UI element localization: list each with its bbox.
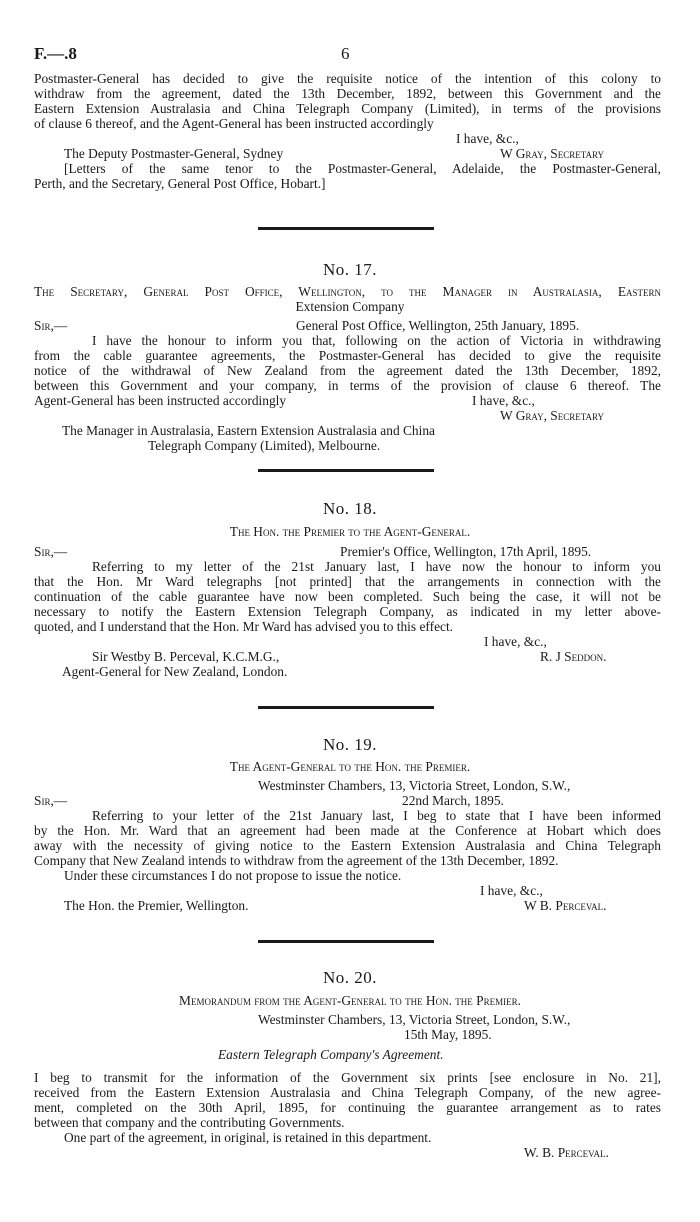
addressee: The Manager in Australasia, Eastern Extension Australasia and China — [62, 423, 435, 438]
document-number: No. 17. — [322, 260, 378, 279]
signature: W B. Perceval. — [524, 898, 607, 913]
signature: W Gray, Secretary — [500, 146, 605, 161]
document-number: No. 20. — [322, 968, 378, 987]
closing: I have, &c., — [484, 634, 547, 649]
body-line: Under these circumstances I do not propose to issue the notice. — [64, 868, 402, 883]
document-heading: Memorandum from the Agent-General to the Hon. the Premier. — [179, 993, 521, 1008]
section-divider — [258, 469, 434, 472]
dateline: 15th May, 1895. — [404, 1027, 492, 1042]
body-line: Eastern Extension Australasia and China Telegraph Company (Limited), in terms of the provisions — [34, 101, 661, 116]
addressee: Telegraph Company (Limited), Melbourne. — [148, 438, 381, 453]
salutation: Sir,— — [34, 318, 68, 333]
closing: I have, &c., — [456, 131, 519, 146]
body-line: Postmaster-General has decided to give the requisite notice of the intention of this colony to — [34, 71, 661, 86]
body-line: continuation of the cable guarantee have now been completed. Such being the case, it will not be — [34, 589, 661, 604]
body-line: necessary to notify the Eastern Extension Telegraph Company, as indicated in my letter above- — [34, 604, 661, 619]
body-line: that the Hon. Mr Ward telegraphs [not printed] that the arrangements in connection with the — [34, 574, 661, 589]
address: Westminster Chambers, 13, Victoria Street, London, S.W., — [258, 778, 571, 793]
document-number: No. 19. — [322, 735, 378, 754]
closing: I have, &c., — [472, 393, 535, 408]
document-heading: The Hon. the Premier to the Agent-General. — [229, 524, 471, 539]
body-line: Referring to my letter of the 21st January last, I have now the honour to inform you — [92, 559, 661, 574]
body-line: of clause 6 thereof, and the Agent-General has been instructed accordingly — [34, 116, 434, 131]
body-line: between this Government and your company, in terms of the provision of clause 6 thereof. The — [34, 378, 661, 393]
body-line: received from the Eastern Extension Australasia and China Telegraph Company, of the new agree- — [34, 1085, 661, 1100]
body-line: Company that New Zealand intends to withdraw from the agreement of the 13th December, 1892. — [34, 853, 559, 868]
editorial-note: Perth, and the Secretary, General Post Office, Hobart.] — [34, 176, 326, 191]
signature: R. J Seddon. — [540, 649, 607, 664]
body-line: from the cable guarantee agreements, the Postmaster-General has decided to give the requisite — [34, 348, 661, 363]
salutation: Sir,— — [34, 544, 68, 559]
addressee: The Hon. the Premier, Wellington. — [64, 898, 249, 913]
document-heading: The Secretary, General Post Office, Wellington, to the Manager in Australasia, Eastern — [34, 284, 661, 299]
section-divider — [258, 227, 434, 230]
dateline: Premier's Office, Wellington, 17th April, 1895. — [340, 544, 592, 559]
body-line: One part of the agreement, in original, is retained in this department. — [64, 1130, 432, 1145]
signature: W. B. Perceval. — [524, 1145, 609, 1160]
body-line: notice of the withdrawal of New Zealand from the agreement dated the 13th December, 1892, — [34, 363, 661, 378]
body-line: I beg to transmit for the information of the Government six prints [see enclosure in No. 21], — [34, 1070, 661, 1085]
addressee: Agent-General for New Zealand, London. — [62, 664, 288, 679]
address: Westminster Chambers, 13, Victoria Street, London, S.W., — [258, 1012, 571, 1027]
page-number: 6 — [341, 44, 350, 63]
closing: I have, &c., — [480, 883, 543, 898]
body-line: Referring to your letter of the 21st January last, I beg to state that I have been informed — [92, 808, 661, 823]
editorial-note: [Letters of the same tenor to the Postmaster-General, Adelaide, the Postmaster-General, — [64, 161, 661, 176]
document-heading: Extension Company — [295, 299, 405, 314]
dateline: General Post Office, Wellington, 25th January, 1895. — [296, 318, 580, 333]
dateline: 22nd March, 1895. — [402, 793, 504, 808]
salutation: Sir,— — [34, 793, 68, 808]
body-line: I have the honour to inform you that, following on the action of Victoria in withdrawing — [92, 333, 661, 348]
section-divider — [258, 940, 434, 943]
page-reference: F.—.8 — [34, 44, 77, 63]
addressee: Sir Westby B. Perceval, K.C.M.G., — [92, 649, 280, 664]
document-heading: The Agent-General to the Hon. the Premier. — [229, 759, 471, 774]
subject-heading: Eastern Telegraph Company's Agreement. — [218, 1047, 444, 1062]
body-line: by the Hon. Mr. Ward that an agreement had been made at the Conference at Hobart which does — [34, 823, 661, 838]
body-line: quoted, and I understand that the Hon. Mr Ward has advised you to this effect. — [34, 619, 454, 634]
body-line: ment, completed on the 30th April, 1895, for continuing the guarantee arrangement as to rates — [34, 1100, 661, 1115]
signature: W Gray, Secretary — [500, 408, 605, 423]
body-line: between that company and the contributing Governments. — [34, 1115, 345, 1130]
body-line: away with the necessity of giving notice to the Eastern Extension Australasia and China Telegraph — [34, 838, 661, 853]
body-line: withdraw from the agreement, dated the 13th December, 1892, between this Government and the — [34, 86, 661, 101]
document-number: No. 18. — [322, 499, 378, 518]
body-line: Agent-General has been instructed accordingly — [34, 393, 287, 408]
addressee: The Deputy Postmaster-General, Sydney — [64, 146, 284, 161]
section-divider — [258, 706, 434, 709]
